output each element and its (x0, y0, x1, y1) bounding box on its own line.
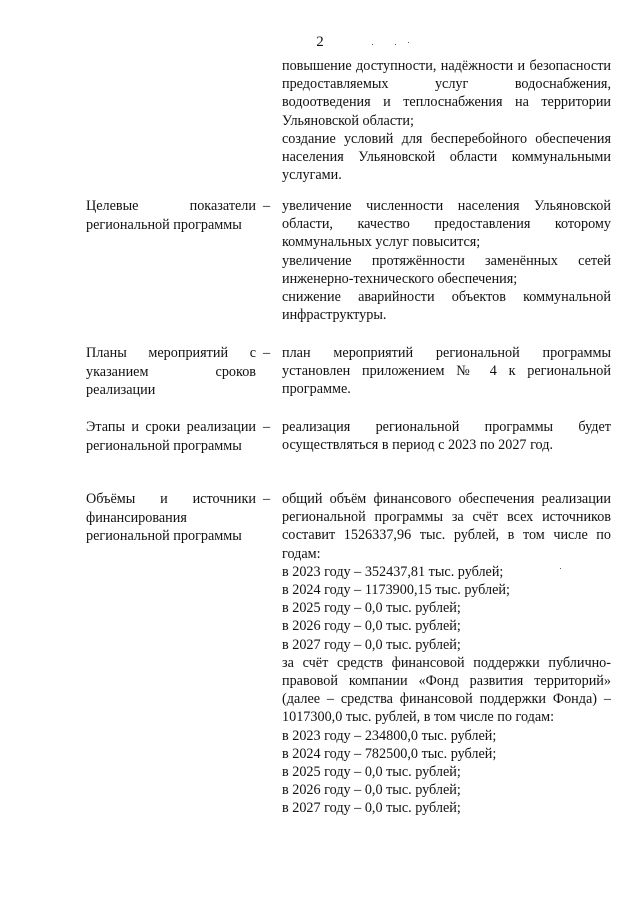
section-label: Планы мероприятий с указанием сроков реализации (86, 345, 256, 398)
fund-year-line: в 2025 году – 0,0 тыс. рублей; (282, 764, 461, 781)
scan-speck (395, 44, 396, 45)
section-label: Целевые показатели региональной программы (86, 198, 256, 233)
indicator-paragraph: снижение аварийности объектов коммунальной инфраструктуры. (282, 289, 611, 324)
indicator-paragraph: увеличение протяжённости заменённых сетей инженерно-технического обеспечения; (282, 252, 611, 287)
financing-year-line: в 2023 году – 352437,81 тыс. рублей; (282, 563, 504, 580)
financing-year-line: в 2027 году – 0,0 тыс. рублей; (282, 636, 461, 653)
goal-paragraph: создание условий для бесперебойного обеспечения населения Ульяновской области коммунальными услугами. (282, 130, 611, 184)
section-dash: – (263, 345, 271, 361)
goals-continuation (282, 57, 611, 184)
financing-year-line: в 2025 году – 0,0 тыс. рублей; (282, 600, 461, 617)
goal-paragraph: повышение доступности, надёжности и безопасности предоставляемых услуг водоснабжения, водоотведения и теплоснабжения на территории Ульяновской области; (282, 58, 611, 129)
financing-total-intro: общий объём финансового обеспечения реализации региональной программы за счёт всех источников составит 1526337,96 тыс. рублей, в том числе по годам: (282, 491, 611, 562)
page-number: 2 (316, 34, 324, 50)
fund-year-line: в 2024 году – 782500,0 тыс. рублей; (282, 745, 497, 762)
section-label: Объёмы и источники финансирования региональной программы (86, 491, 256, 544)
financing-fund-intro: за счёт средств финансовой поддержки публично-правовой компании «Фонд развития территорий» (далее – средства финансовой поддержки Фонда) – 1017300,0 тыс. рублей, в том числе по годам: (282, 654, 611, 726)
fund-year-line: в 2023 году – 234800,0 тыс. рублей; (282, 727, 497, 744)
scan-speck (560, 568, 561, 569)
plan-paragraph: план мероприятий региональной программы установлен приложением № 4 к региональной программе. (282, 345, 611, 398)
scan-speck (408, 42, 409, 43)
section-value (282, 418, 611, 454)
indicator-paragraph: увеличение численности населения Ульяновской области, качество предоставления которому коммунальных услуг повысится; (282, 198, 611, 251)
section-value (282, 197, 611, 324)
fund-year-line: в 2026 году – 0,0 тыс. рублей; (282, 782, 461, 799)
section-dash: – (263, 491, 271, 507)
financing-year-line: в 2026 году – 0,0 тыс. рублей; (282, 618, 461, 635)
section-dash: – (263, 198, 271, 214)
financing-year-line: в 2024 году – 1173900,15 тыс. рублей; (282, 582, 510, 599)
section-value (282, 344, 611, 399)
section-dash: – (263, 419, 271, 435)
stages-paragraph: реализация региональной программы будет осуществляться в период с 2023 по 2027 год. (282, 419, 611, 454)
fund-year-line: в 2027 году – 0,0 тыс. рублей; (282, 800, 461, 817)
scan-speck (372, 44, 373, 45)
section-value (282, 490, 611, 818)
section-label: Этапы и сроки реализации региональной программы (86, 419, 256, 454)
